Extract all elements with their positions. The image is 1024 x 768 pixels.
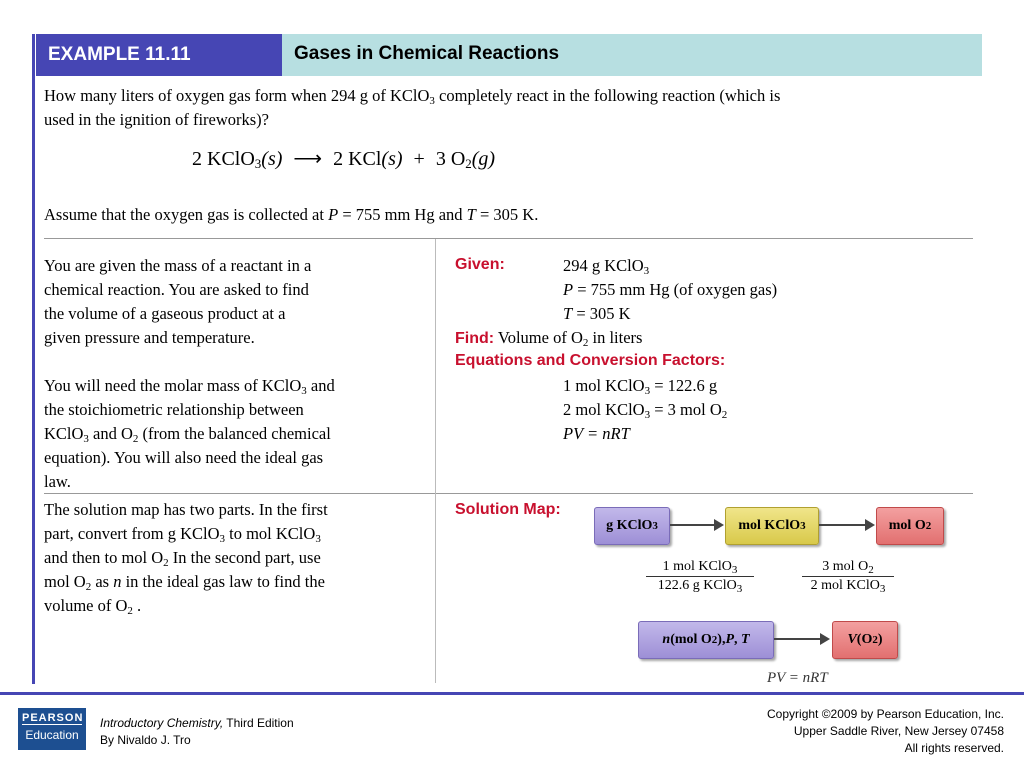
text-line: (from the balanced chemical: [138, 424, 331, 443]
page-title: Gases in Chemical Reactions: [294, 43, 560, 64]
subscript: 2: [465, 156, 472, 171]
text-line: The solution map has two parts. In the first: [44, 500, 328, 519]
box-text: g KClO: [606, 518, 653, 533]
variable-n: n: [662, 632, 671, 647]
subscript: 2: [132, 433, 139, 445]
variable-T: T: [466, 205, 476, 224]
book-info: [100, 715, 294, 749]
subscript: 3: [736, 583, 743, 595]
map-box-n-p-t: n (mol O 2 ), P , T: [638, 621, 774, 659]
book-title: Introductory Chemistry,: [100, 716, 224, 730]
fraction-numerator: 1 mol KClO: [662, 559, 732, 574]
equation-product: 2 KCl: [333, 148, 382, 170]
conversion-text: 1 mol KClO: [563, 376, 645, 395]
fraction-denominator: 122.6 g KClO: [657, 578, 737, 593]
text-line: to mol KClO: [225, 524, 316, 543]
given-value: = 305 K: [572, 304, 631, 323]
text-line: equation). You will also need the ideal gas: [44, 448, 324, 467]
conversion-text: = 3 mol O: [650, 400, 722, 419]
text-line: given pressure and temperature.: [44, 328, 255, 347]
variable-P: P: [328, 205, 339, 224]
variable-T: T: [563, 304, 573, 323]
given-value: = 755 mm Hg (of oxygen gas): [573, 280, 778, 299]
state-label: (s): [261, 148, 283, 170]
book-edition: Third Edition: [223, 716, 294, 730]
box-text: ): [877, 632, 883, 647]
problem-statement: [44, 84, 974, 132]
subscript: 3: [301, 385, 307, 397]
find-text: in liters: [588, 328, 643, 347]
pearson-logo: [18, 708, 86, 750]
map-box-g-kclo3: g KClO 3: [594, 507, 670, 545]
box-text: mol O: [888, 518, 926, 533]
subscript: 3: [219, 533, 225, 545]
subscript: 2: [582, 337, 589, 349]
subscript: 3: [644, 409, 651, 421]
text-line: law.: [44, 472, 71, 491]
variable-V: V: [847, 632, 857, 647]
plus-sign: +: [413, 148, 425, 170]
problem-text: used in the ignition of fireworks)?: [44, 110, 269, 129]
box-text: (O: [856, 632, 873, 647]
text-line: the volume of a gaseous product at a: [44, 304, 286, 323]
equations-label: Equations and Conversion Factors:: [455, 352, 726, 369]
ideal-gas-relationship: PV = nRT: [767, 670, 828, 686]
text-line: chemical reaction. You are asked to find: [44, 280, 309, 299]
subscript: 2: [127, 605, 133, 617]
sort-explanation: [44, 254, 429, 494]
fraction-numerator: 3 mol O: [822, 559, 869, 574]
text-line: in the ideal gas law to find the: [121, 572, 325, 591]
example-label-box: [36, 34, 282, 76]
text-line: and O: [88, 424, 133, 443]
text-line: You are given the mass of a reactant in a: [44, 256, 312, 275]
variable-T: T: [741, 632, 750, 647]
text-line: the stoichiometric relationship between: [44, 400, 304, 419]
subscript: 3: [731, 564, 738, 576]
conversion-fraction-1: [646, 558, 754, 595]
fraction-denominator: 2 mol KClO: [810, 578, 880, 593]
title-box: [282, 34, 982, 76]
text-line: KClO: [44, 424, 84, 443]
example-label: EXAMPLE 11.11: [48, 44, 191, 65]
given-value: 294 g KClO: [563, 256, 644, 275]
copyright-line: Copyright ©2009 by Pearson Education, Inc.: [767, 707, 1004, 721]
text-line: In the second part, use: [168, 548, 321, 567]
copyright-line: Upper Saddle River, New Jersey 07458: [793, 724, 1004, 738]
map-arrow-3: [774, 631, 830, 647]
book-author: By Nivaldo J. Tro: [100, 733, 191, 747]
map-arrow-1: [670, 517, 724, 533]
equation-reactant: 2 KClO: [192, 148, 255, 170]
footer-rule: [0, 692, 1024, 695]
text-line: as: [91, 572, 114, 591]
given-values: [563, 254, 777, 326]
box-text: (mol O: [670, 632, 712, 647]
subscript: 2: [721, 409, 728, 421]
logo-text-bottom: Education: [25, 728, 79, 742]
subscript: 3: [83, 433, 89, 445]
subscript: 3: [315, 533, 321, 545]
logo-text-top: PEARSON: [22, 708, 82, 725]
variable-P: P: [725, 632, 735, 647]
text-line: volume of O: [44, 596, 128, 615]
find-line: [455, 326, 642, 351]
subscript: 3: [429, 95, 435, 107]
subscript: 3: [644, 385, 651, 397]
variable-P: P: [563, 280, 574, 299]
subscript: 3: [254, 156, 262, 171]
text-line: and: [306, 376, 335, 395]
copyright: [767, 706, 1004, 757]
subscript: 2: [85, 581, 92, 593]
box-text: ),: [717, 632, 726, 647]
subscript: 2: [868, 564, 874, 576]
strategy-explanation: [44, 498, 429, 618]
text-line: mol O: [44, 572, 86, 591]
assume-text: = 305 K.: [475, 205, 539, 224]
solution-map-label: Solution Map:: [455, 501, 561, 518]
subscript: 3: [879, 583, 886, 595]
map-arrow-2: [819, 517, 875, 533]
chemical-equation: [192, 146, 495, 171]
problem-text: How many liters of oxygen gas form when 294 g of KClO: [44, 86, 430, 105]
problem-text: completely react in the following reaction (which is: [434, 86, 781, 105]
divider-top: [44, 238, 973, 239]
state-label: (s): [381, 148, 403, 170]
find-text: Volume of O: [494, 328, 583, 347]
conversion-factors: [563, 374, 727, 446]
subscript: 3: [643, 265, 650, 277]
map-box-mol-kclo3: mol KClO 3: [725, 507, 819, 545]
variable-n: n: [113, 572, 122, 591]
ideal-gas-law: PV = nRT: [563, 424, 630, 443]
text-line: part, convert from g KClO: [44, 524, 220, 543]
reaction-arrow: ⟶: [293, 148, 323, 170]
conversion-text: 2 mol KClO: [563, 400, 645, 419]
state-label: (g): [471, 148, 496, 170]
conversion-fraction-2: [802, 558, 894, 595]
assumption-text: [44, 203, 538, 227]
text-line: and then to mol O: [44, 548, 164, 567]
find-label: Find:: [455, 330, 495, 347]
equation-product: 3 O: [435, 148, 466, 170]
column-divider: [435, 239, 436, 683]
given-label: Given:: [455, 256, 505, 273]
assume-text: Assume that the oxygen gas is collected at: [44, 205, 329, 224]
text-line: .: [132, 596, 142, 615]
copyright-line: All rights reserved.: [904, 741, 1004, 755]
box-text: mol KClO: [738, 518, 801, 533]
text-line: You will need the molar mass of KClO: [44, 376, 302, 395]
subscript: 2: [163, 557, 169, 569]
conversion-text: = 122.6 g: [650, 376, 718, 395]
left-accent-bar: [32, 34, 35, 684]
map-box-v-o2: V (O 2 ): [832, 621, 898, 659]
assume-text: = 755 mm Hg and: [338, 205, 467, 224]
map-box-mol-o2: mol O 2: [876, 507, 944, 545]
